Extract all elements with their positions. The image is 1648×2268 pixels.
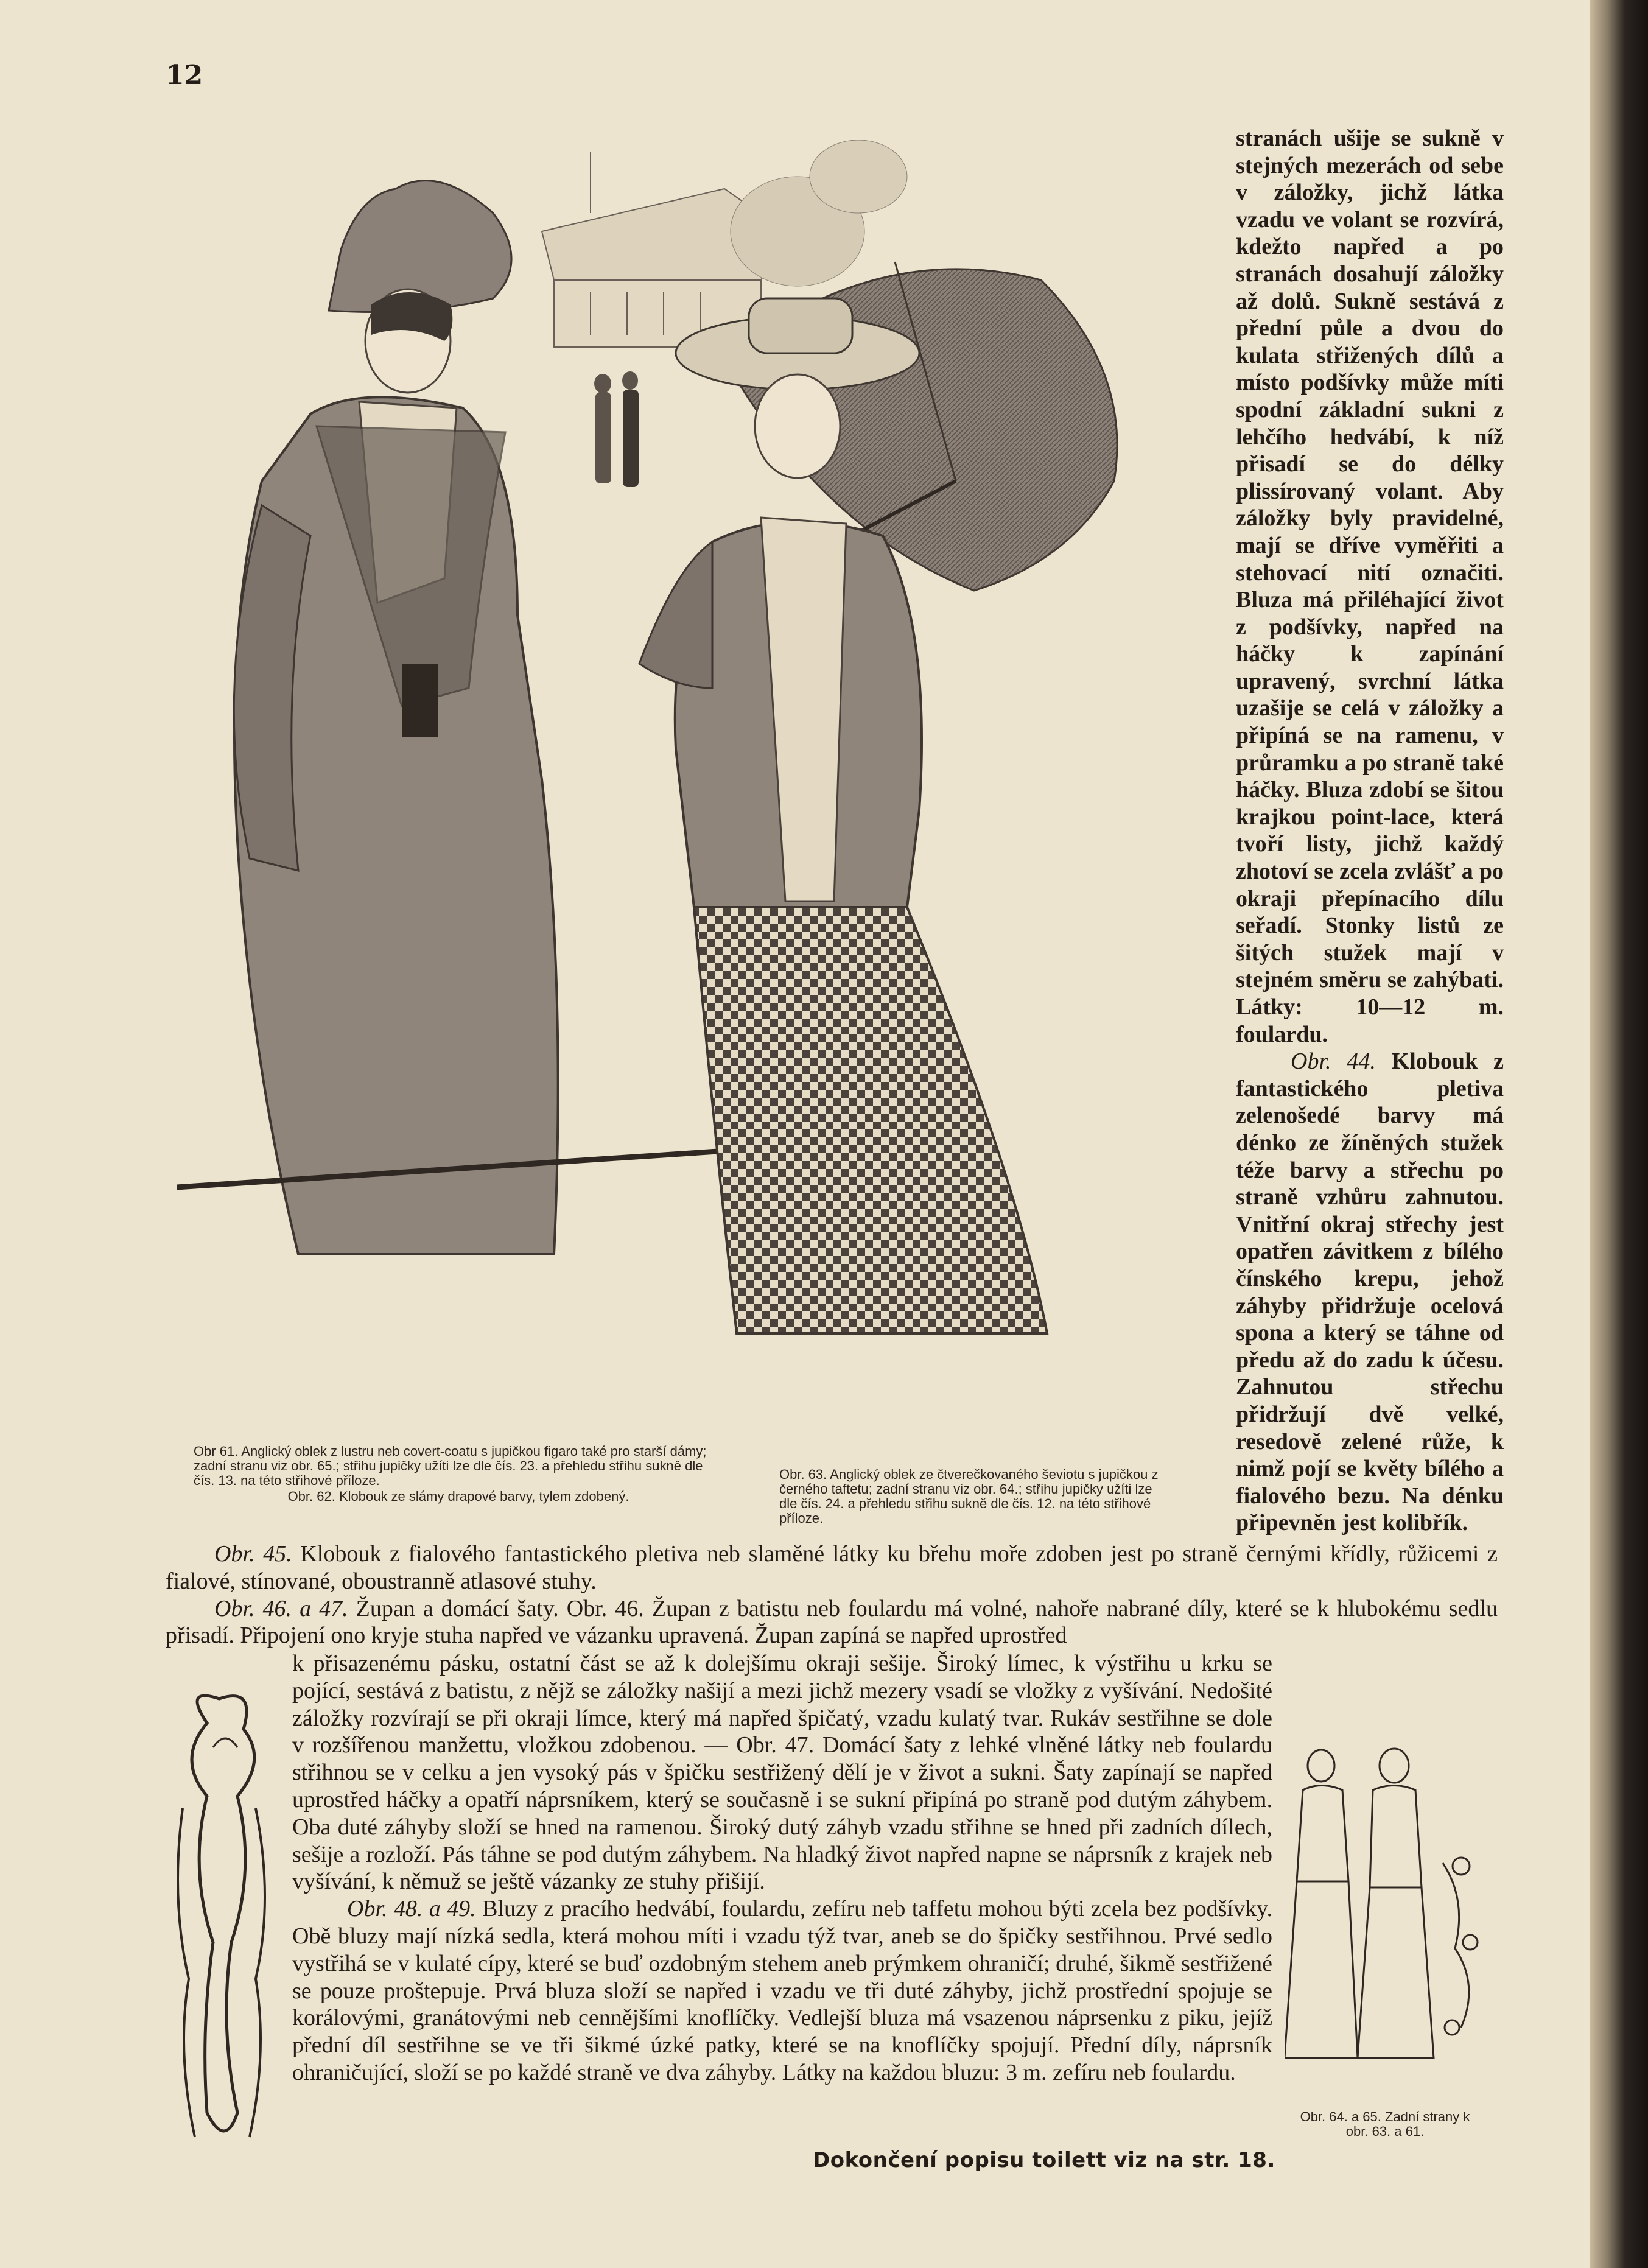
lady-figure-left xyxy=(234,181,558,1254)
caption-obr64-65: Obr. 64. a 65. Zadní strany k obr. 63. a 61. xyxy=(1300,2109,1470,2139)
obr44-label: Obr. 44. xyxy=(1291,1048,1376,1075)
obr48-paragraph xyxy=(292,1895,1272,2087)
art-nouveau-ornament xyxy=(164,1687,280,2161)
caption-obr63: Obr. 63. Anglický oblek ze čtverečkovaného ševiotu s jupičkou z černého taftetu; zadní stranu viz obr. 64.; střihu jupičky užíti lze dle čís. 24. a přehledu střihu sukně dle čís. 12. na této střihové příloze. xyxy=(779,1467,1159,1526)
fashion-illustration xyxy=(177,140,1224,1413)
obr46-paragraph xyxy=(166,1595,1498,1650)
obr48-label: Obr. 48. a 49. xyxy=(347,1896,476,1922)
obr45-text: Klobouk z fialového fantastického pletiva neb slaměné látky ku břehu moře zdoben jest po straně černými křídly, růžicemi z fialové, stínované, oboustranně atlasové stuhy. xyxy=(166,1541,1498,1594)
right-column-text xyxy=(1236,125,1504,1537)
full-width-text xyxy=(166,1540,1498,1649)
caption-left xyxy=(194,1444,723,1504)
right-paragraph-1: stranách ušije se sukně v stejných mezerách od sebe v záložky, jichž látka vzadu ve volant se rozvírá, kdežto napřed a po stranách dosahují záložky až dolů. Sukně sestává z přední půle a dvou do kulata střižených dílů a místo podšívky může míti spodní základní sukni z lehčího hedvábí, k níž přisadí se do délky plissírovaný volant. Aby záložky byly pravidelné, mají se dříve vyměřiti a stehovací nití označiti. Bluza má přiléhající život z podšívky, napřed na háčky k zapínání upravený, svrchní látka uzašije se celá v záložky a připíná se na ramenu, v průramku a po straně také háčky. Bluza zdobí se šitou krajkou point-lace, která tvoří listy, jichž každý zhotoví se zcela zvlášť a po okraji přepínacího dílu seřadí. Stonky listů ze šitých stužek mají v stejném směru se zahýbati. Látky: 10—12 m. foulardu. xyxy=(1236,125,1504,1047)
obr46-continued: k přisazenému pásku, ostatní část se až k dolejšímu okraji sešije. Široký límec, k výstřihu u krku se pojící, sestává z batistu, z nějž se záložky našijí a mezi jichž mezery vsadí se vložky z vyšívání. Nedošité záložky rozvírají se při okraji límce, který má napřed špičatý, vzadu kulatý tvar. Rukáv sestřihne se dole v rozšířenou manžettu, vložkou zdobenou. — Obr. 47. Domácí šaty z lehké vlněné látky neb foulardu střihnou se v celku a jen vysoký pás v špičku sestřižený dělí je v život a sukni. Šaty zapínají se napřed uprostřed háčky a opatří náprsníkem, který se současně i se sukní připíná po straně pod dutým záhybem. Oba duté záhyby složí se hned na ramenou. Široký dutý záhyb vzadu střihne se hned při zadních dílech, sešije a rozloží. Pás táhne se pod dutým záhybem. Na hladký život napřed napne se náprsník z krajek neb vyšívání, k němuž se ještě vázanky ze stuhy přišijí. xyxy=(292,1651,1272,1895)
obr44-paragraph xyxy=(1236,1048,1504,1537)
caption-obr61: Obr 61. Anglický oblek z lustru neb covert-coatu s jupičkou figaro také pro starší dámy; zadní stranu viz obr. 65.; střihu jupičky užíti lze dle čís. 23. a přehledu střihu sukně dle čís. 13. na této střihové příloze. xyxy=(194,1444,707,1488)
obr48-text: Bluzy z pracího hedvábí, foulardu, zefíru neb taffetu mohou býti zcela bez podšívky. Obě bluzy mají nízká sedla, která mohou míti i vzadu týž tvar, aneb se do špičky sestřihnou. Prvé sedlo vystřihá se v kulaté cípy, které se buď ozdobným stehem aneb prýmkem ohraničí; druhé, šikmě sestřižené se pouze proštepuje. Prvá bluza složí se napřed i vzadu ve tři duté záhyby, jichž prostřední spojuje se korálovými, granátovými neb cennějšími knoflíčky. Vedlejší bluza má vsazenou náprsenku z piku, jejíž přední díl sestřihne se ve tři šikmé úzké patky, které se na knoflíčky spojují. Přední díly, náprsník ohraničující, složí se po každé straně ve dva záhyby. Látky na každou bluzu: 3 m. zefíru neb foulardu. xyxy=(292,1896,1272,2085)
narrow-text-block xyxy=(292,1650,1272,2087)
obr46-label: Obr. 46. a 47. xyxy=(214,1595,348,1621)
caption-obr62: Obr. 62. Klobouk ze slámy drapové barvy, tylem zdobený. xyxy=(287,1489,629,1504)
obr44-text: Klobouk z fantastického pletiva zelenošedé barvy má dénko ze žíněných stužek téže barvy a střechu po straně vzhůru zahnutou. Vnitřní okraj střechy jest opatřen závitkem z bílého čínského krepu, jehož záhyby přidržuje ocelová spona a který se táhne od předu až do zadu k účesu. Zahnutou střechu přidržují dvě velké, resedově zelené růže, k nimž pojí se květy bílého a fialového bezu. Na dénku připevněn jest kolibřík. xyxy=(1236,1048,1504,1536)
strolling-couple xyxy=(594,371,639,487)
back-view-figures xyxy=(1285,1741,1485,2082)
page-number: 12 xyxy=(166,60,203,91)
obr46-text: Župan a domácí šaty. Obr. 46. Župan z batistu neb foulardu má volné, nahoře nabrané díly, které se k hlubokému sedlu přisadí. Připojení ono kryje stuha napřed ve vázanku upravená. Župan zapíná se napřed uprostřed xyxy=(166,1595,1498,1649)
obr45-paragraph xyxy=(166,1540,1498,1595)
continuation-note: Dokončení popisu toilett viz na str. 18. xyxy=(813,2148,1275,2172)
obr45-label: Obr. 45. xyxy=(214,1541,292,1567)
book-spine-edge xyxy=(1590,0,1648,2268)
